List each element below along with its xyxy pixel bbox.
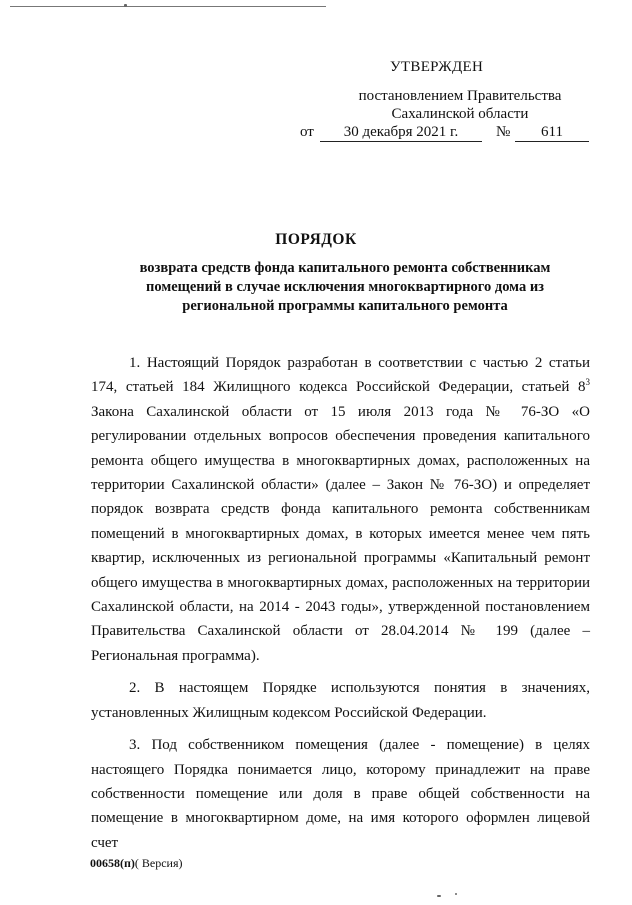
approval-date: 30 декабря 2021 г. [320, 123, 482, 142]
approval-line-1: постановлением Правительства [358, 88, 562, 104]
document-subtitle [110, 259, 580, 316]
paragraph-2: 2. В настоящем Порядке используются понятия в значениях, установленных Жилищным кодексом Российской Федерации. [91, 680, 590, 721]
document-title: ПОРЯДОК [275, 231, 357, 248]
paragraph-1 [91, 351, 590, 668]
subtitle-line-1: возврата средств фонда капитального ремонта собственникам [139, 260, 551, 276]
article-superscript: 3 [585, 377, 590, 388]
scan-speck [455, 893, 457, 895]
approval-number: 611 [515, 123, 589, 142]
scan-edge-line [10, 6, 326, 7]
document-footer [90, 856, 183, 871]
document-body [91, 351, 590, 863]
subtitle-line-2: помещений в случае исключения многоквартирного дома из [145, 279, 545, 295]
subtitle-line-3: региональной программы капитального ремонта [182, 298, 508, 314]
paragraph-1-part-a: 1. Настоящий Порядок разработан в соответствии с частью 2 статьи 174, статьей 184 Жилищного кодекса Российской Федерации, статьей 8 [91, 355, 590, 396]
number-label: № [496, 124, 511, 140]
scan-speck [437, 895, 441, 897]
from-label: от [300, 124, 314, 140]
document-version: ( Версия) [134, 856, 183, 870]
approval-date-row [300, 123, 600, 143]
document-code: 00658(п) [90, 856, 135, 870]
paragraph-3: 3. Под собственником помещения (далее - помещение) в целях настоящего Порядка понимается лицо, которому принадлежит на праве собственности помещение или доля в праве общей собственности на помещение в многоквартирном доме, на имя которого оформлен лицевой счет [91, 737, 590, 851]
approved-heading: УТВЕРЖДЕН [390, 59, 484, 75]
paragraph-1-part-b: Закона Сахалинской области от 15 июля 2013 года № 76-ЗО «О регулировании отдельных вопросов обеспечения проведения капитального ремонта общего имущества в многоквартирных домах, расположенных на территории Сахалинской области» (далее – Закон № 76-ЗО) и определяет порядок возврата средств фонда капитального ремонта собственникам помещений в многоквартирных домах, в которых имеется менее чем пять квартир, исключенных из региональной программы «Капитальный ремонт общего имущества в многоквартирных домах, расположенных на территории Сахалинской области, на 2014 - 2043 годы», утвержденной постановлением Правительства Сахалинской области от 28.04.2014 № 199 (далее – Региональная программа). [91, 403, 590, 664]
approval-line-2: Сахалинской области [391, 106, 529, 122]
scan-speck [124, 4, 127, 7]
